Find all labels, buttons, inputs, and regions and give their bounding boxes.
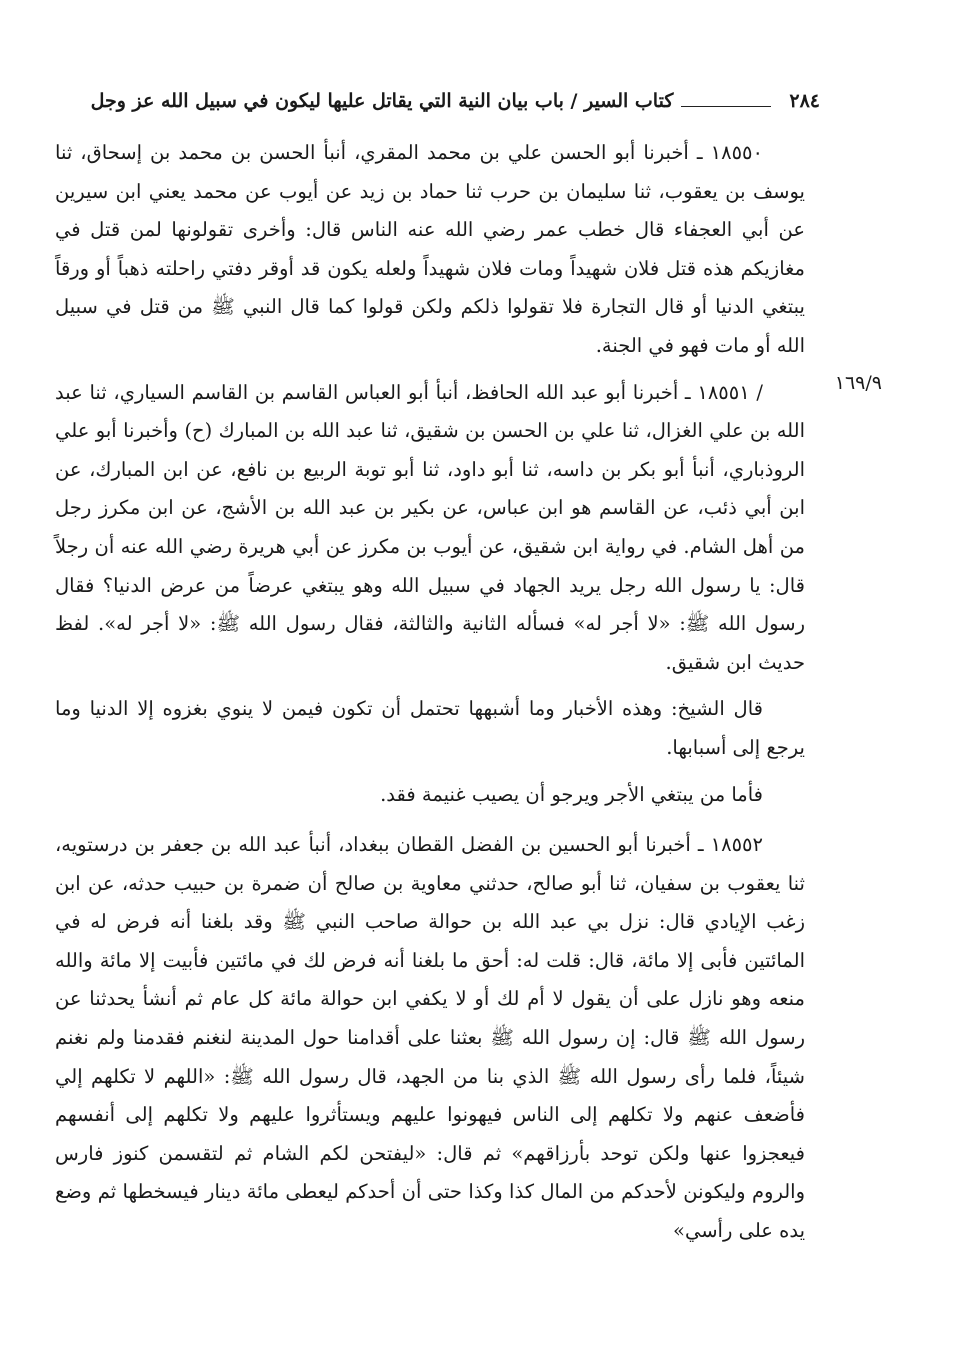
hadith-18551: / ١٨٥٥١ ـ أخبرنا أبو عبد الله الحافظ، أنبأ أبو العباس القاسم بن القاسم السياري، ثنا عبد الله بن علي الغزال، ثنا علي بن الحسن بن شقيق، ثنا عبد الله بن المبارك (ح) وأخبرنا أبو علي الروذباري، أنبأ أبو بكر بن داسه، ثنا أبو داود، ثنا أبو توبة الربيع بن نافع، عن ابن المبارك، عن ابن أبي ذئب، عن القاسم هو ابن عباس، عن بكير بن عبد الله بن الأشج، عن ابن مكرز رجل من أهل الشام. في رواية ابن شقيق، عن أيوب بن مكرز عن أبي هريرة رضي الله عنه أن رجلاً قال: يا رسول الله رجل يريد الجهاد في سبيل الله وهو يبتغي عرضاً من عرض الدنيا؟ فقال رسول الله ﷺ: «لا أجر له» فسأله الثانية والثالثة، فقال رسول الله ﷺ: «لا أجر له». لفظ حديث ابن شقيق.: [55, 380, 805, 674]
running-title: كتاب السير / باب بيان النية التي يقاتل عليها ليكون في سبيل الله عز وجل: [90, 90, 674, 112]
comment-continuation: فأما من يبتغي الأجر ويرجو أن يصيب غنيمة فقد.: [380, 782, 763, 806]
margin-reference: ١٦٩/٩: [834, 372, 882, 394]
page-number: ٢٨٤: [789, 90, 820, 112]
sheikh-comment: قال الشيخ: وهذه الأخبار وما أشبهها تحتمل أن تكون فيمن لا ينوي بغزوه إلا الدنيا وما يرجع إلى أسبابها.: [55, 697, 805, 759]
page-body: [55, 134, 805, 1259]
header-rule: [681, 96, 771, 107]
page-header: [60, 84, 820, 118]
hadith-18552: ١٨٥٥٢ ـ أخبرنا أبو الحسين بن الفضل القطان ببغداد، أنبأ عبد الله بن جعفر بن درستويه، ثنا يعقوب بن سفيان، ثنا أبو صالح، حدثني معاوية بن صالح أن ضمرة بن حبيب حدثه، عن ابن زغب الإيادي قال: نزل بي عبد الله بن حوالة صاحب النبي ﷺ وقد بلغنا أنه فرض له في المائتين فأبى إلا مائة، قال: قلت له: أحق ما بلغنا أنه فرض لك في مائتين فأبيت إلا مائة والله منعه وهو نازل على أن يقول لا أم لك أو لا يكفي ابن حوالة مائة كل عام ثم أنشأ يحدثنا عن رسول الله ﷺ قال: إن رسول الله ﷺ بعثنا على أقدامنا حول المدينة لنغنم فقدمنا ولم نغنم شيئاً، فلما رأى رسول الله ﷺ الذي بنا من الجهد، قال رسول الله ﷺ: «اللهم لا تكلهم إلي فأضعف عنهم ولا تكلهم إلى الناس فيهونوا عليهم ويستأثروا عليهم ولا تكلهم إلى أنفسهم فيعجزوا عنها ولكن توحد بأرزاقهم» ثم قال: «ليفتحن لكم الشام ثم لتقسمن كنوز فارس والروم وليكونن لأحدكم من المال كذا وكذا حتى أن أحدكم ليعطى مائة دينار فيسخطها ثم وضع يده على رأسي»: [55, 833, 805, 1243]
hadith-18550: ١٨٥٥٠ ـ أخبرنا أبو الحسن علي بن محمد المقري، أنبأ الحسن بن محمد بن إسحاق، ثنا يوسف بن يعقوب، ثنا سليمان بن حرب ثنا حماد بن زيد عن أيوب عن محمد يعني ابن سيرين عن أبي العجفاء قال خطب عمر رضي الله عنه الناس قال: وأخرى تقولونها لمن قتل في مغازيكم هذه قتل فلان شهيداً ومات فلان شهيداً ولعله يكون قد أوقر دفتي راحلته ذهباً أو ورقاً يبتغي الدنيا أو قال التجارة فلا تقولوا ذلكم ولكن قولوا كما قال النبي ﷺ من قتل في سبيل الله أو مات فهو في الجنة.: [55, 141, 805, 357]
